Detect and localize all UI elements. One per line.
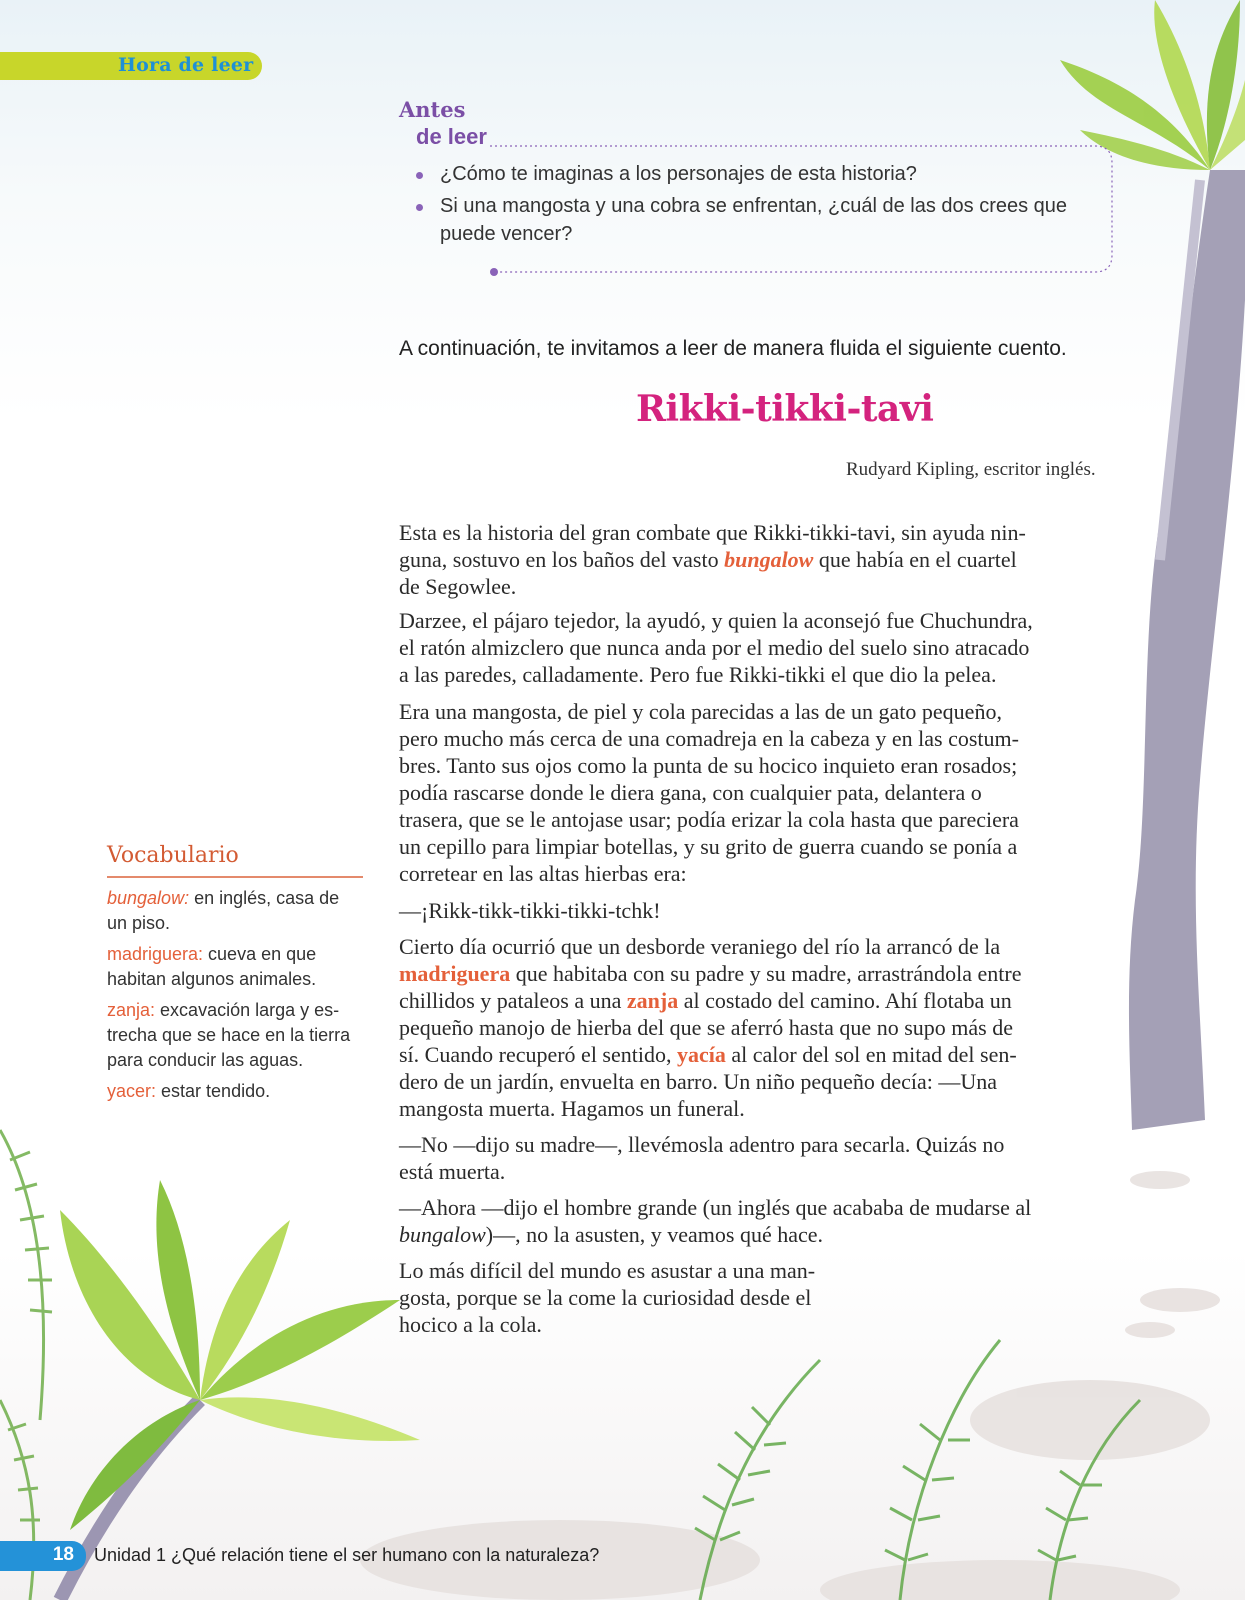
paragraph-6	[399, 1131, 1004, 1185]
p2-line1: Darzee, el pájaro tejedor, la ayudó, y quien la aconsejó fue Chuchundra,	[399, 608, 1033, 633]
p3-line6: un cepillo para limpiar botellas, y su grito de guerra cuando se ponía a	[399, 834, 1018, 859]
vocab-def: habitan algunos animales.	[107, 969, 317, 989]
vocab-def: estar tendido.	[156, 1081, 271, 1101]
vocab-entry-zanja	[107, 998, 350, 1073]
paragraph-3	[399, 698, 1019, 887]
vocab-term: bungalow:	[107, 888, 190, 908]
p1-line2a: guna, sostuvo en los baños del vasto	[399, 547, 725, 572]
p3-line1: Era una mangosta, de piel y cola parecidas a las de un gato pequeño,	[399, 699, 1002, 724]
section-tab-label: Hora de leer	[118, 54, 254, 76]
page-number: 18	[52, 1544, 74, 1565]
vocab-entry-bungalow	[107, 886, 339, 936]
p5-line7: mangosta muerta. Hagamos un funeral.	[399, 1096, 745, 1121]
story-author: Rudyard Kipling, escritor inglés.	[846, 459, 1096, 480]
p3-line2: pero mucho más cerca de una comadreja en la cabeza y en las costum-	[399, 726, 1019, 751]
paragraph-2	[399, 607, 1033, 688]
question-1: ¿Cómo te imaginas a los personajes de esta historia?	[440, 163, 917, 185]
palm-leaves-top	[1060, 0, 1245, 170]
vocab-entry-yacer	[107, 1079, 270, 1104]
p5-line4: pequeño manojo de hierba del que se aferró hasta que no supo más de	[399, 1015, 1013, 1040]
question-2-line2: puede vencer?	[440, 223, 573, 245]
p7-bungalow-italic: bungalow	[399, 1222, 486, 1247]
vocab-def: excavación larga y es-	[155, 1000, 340, 1020]
bullet-icon	[416, 172, 423, 179]
p3-line5: trasera, que se le antojase usar; podía erizar la cola hasta que pareciera	[399, 807, 1019, 832]
vocab-term: zanja:	[107, 1000, 156, 1020]
p3-line4: podía rascarse donde le diera gana, con cualquier pata, delantera o	[399, 780, 982, 805]
paragraph-1	[399, 519, 1026, 600]
vocab-term: yacer:	[107, 1081, 157, 1101]
p7-line1: —Ahora —dijo el hombre grande (un inglés que acababa de mudarse al	[399, 1195, 1032, 1220]
story-title: Rikki-tikki-tavi	[636, 388, 934, 430]
p3-line3: bres. Tanto sus ojos como la punta de su hocico inquieto eran rosados;	[399, 753, 1018, 778]
bullet-icon	[416, 204, 423, 211]
fern-bottom-right	[695, 1340, 1140, 1600]
p5-line5b: al calor del sol en mitad del sen-	[725, 1042, 1017, 1067]
vocab-term: madriguera:	[107, 944, 204, 964]
vocabulary-title: Vocabulario	[107, 843, 239, 868]
intro-text: A continuación, te invitamos a leer de manera fluida el siguiente cuento.	[399, 337, 1067, 360]
paragraph-7	[399, 1194, 1031, 1248]
paragraph-5	[399, 933, 1022, 1122]
fern-left	[0, 1130, 52, 1600]
vocab-def: cueva en que	[203, 944, 317, 964]
paragraph-4: —¡Rikk-tikk-tikki-tikki-tchk!	[399, 898, 661, 923]
question-2-line1: Si una mangosta y una cobra se enfrentan, ¿cuál de las dos crees que	[440, 195, 1068, 217]
p2-line2: el ratón almizclero que nunca anda por el medio del suelo sino atracado	[399, 635, 1030, 660]
p5-line1: Cierto día ocurrió que un desborde veraniego del río la arrancó de la	[399, 934, 1001, 959]
vocab-word-madriguera: madriguera	[399, 961, 511, 986]
p8-line1: Lo más difícil del mundo es asustar a una man-	[399, 1258, 816, 1283]
p1-line1: Esta es la historia del gran combate que Rikki-tikki-tavi, sin ayuda nin-	[399, 520, 1026, 545]
before-reading-title-line2: de leer	[416, 124, 487, 149]
p8-line3: hocico a la cola.	[399, 1312, 542, 1337]
p3-line7: corretear en las altas hierbas era:	[399, 861, 687, 886]
p1-line3: de Segowlee.	[399, 574, 517, 599]
paragraph-8	[399, 1257, 815, 1338]
p5-line2b: que habitaba con su padre y su madre, arrastrándola entre	[510, 961, 1022, 986]
vocab-word-bungalow: bungalow	[724, 547, 814, 572]
p7-line2b: )—, no la asusten, y veamos qué hace.	[485, 1222, 824, 1247]
vocab-word-zanja: zanja	[626, 988, 679, 1013]
p2-line3: a las paredes, calladamente. Pero fue Rikki-tikki el que dio la pelea.	[399, 662, 997, 687]
vocabulary-divider	[107, 876, 363, 878]
p1-line2b: que había en el cuartel	[813, 547, 1017, 572]
vocab-word-yacia: yacía	[677, 1042, 726, 1067]
question-2	[440, 192, 1100, 248]
unit-title: Unidad 1 ¿Qué relación tiene el ser humano con la naturaleza?	[94, 1545, 600, 1565]
p8-line2: gosta, porque se la come la curiosidad desde el	[399, 1285, 812, 1310]
p5-line6: dero de un jardín, envuelta en barro. Un niño pequeño decía: —Una	[399, 1069, 998, 1094]
vocab-def: un piso.	[107, 913, 171, 933]
p6-line2: está muerta.	[399, 1159, 506, 1184]
page-number-badge	[0, 1541, 86, 1571]
section-tab	[0, 52, 262, 80]
p6-line1: —No —dijo su madre—, llevémosla adentro para secarla. Quizás no	[399, 1132, 1005, 1157]
plant-bottom-left	[60, 1180, 420, 1600]
vocab-def: para conducir las aguas.	[107, 1050, 304, 1070]
vocab-entry-madriguera	[107, 942, 316, 992]
p5-line3b: al costado del camino. Ahí flotaba un	[678, 988, 1012, 1013]
before-reading-title-line1: Antes	[399, 97, 466, 122]
p5-line5a: sí. Cuando recuperó el sentido,	[399, 1042, 677, 1067]
frame-dot	[490, 268, 498, 276]
vocab-def: trecha que se hace en la tierra	[107, 1025, 351, 1045]
vocab-def: en inglés, casa de	[189, 888, 340, 908]
p5-line3a: chillidos y pataleos a una	[399, 988, 627, 1013]
